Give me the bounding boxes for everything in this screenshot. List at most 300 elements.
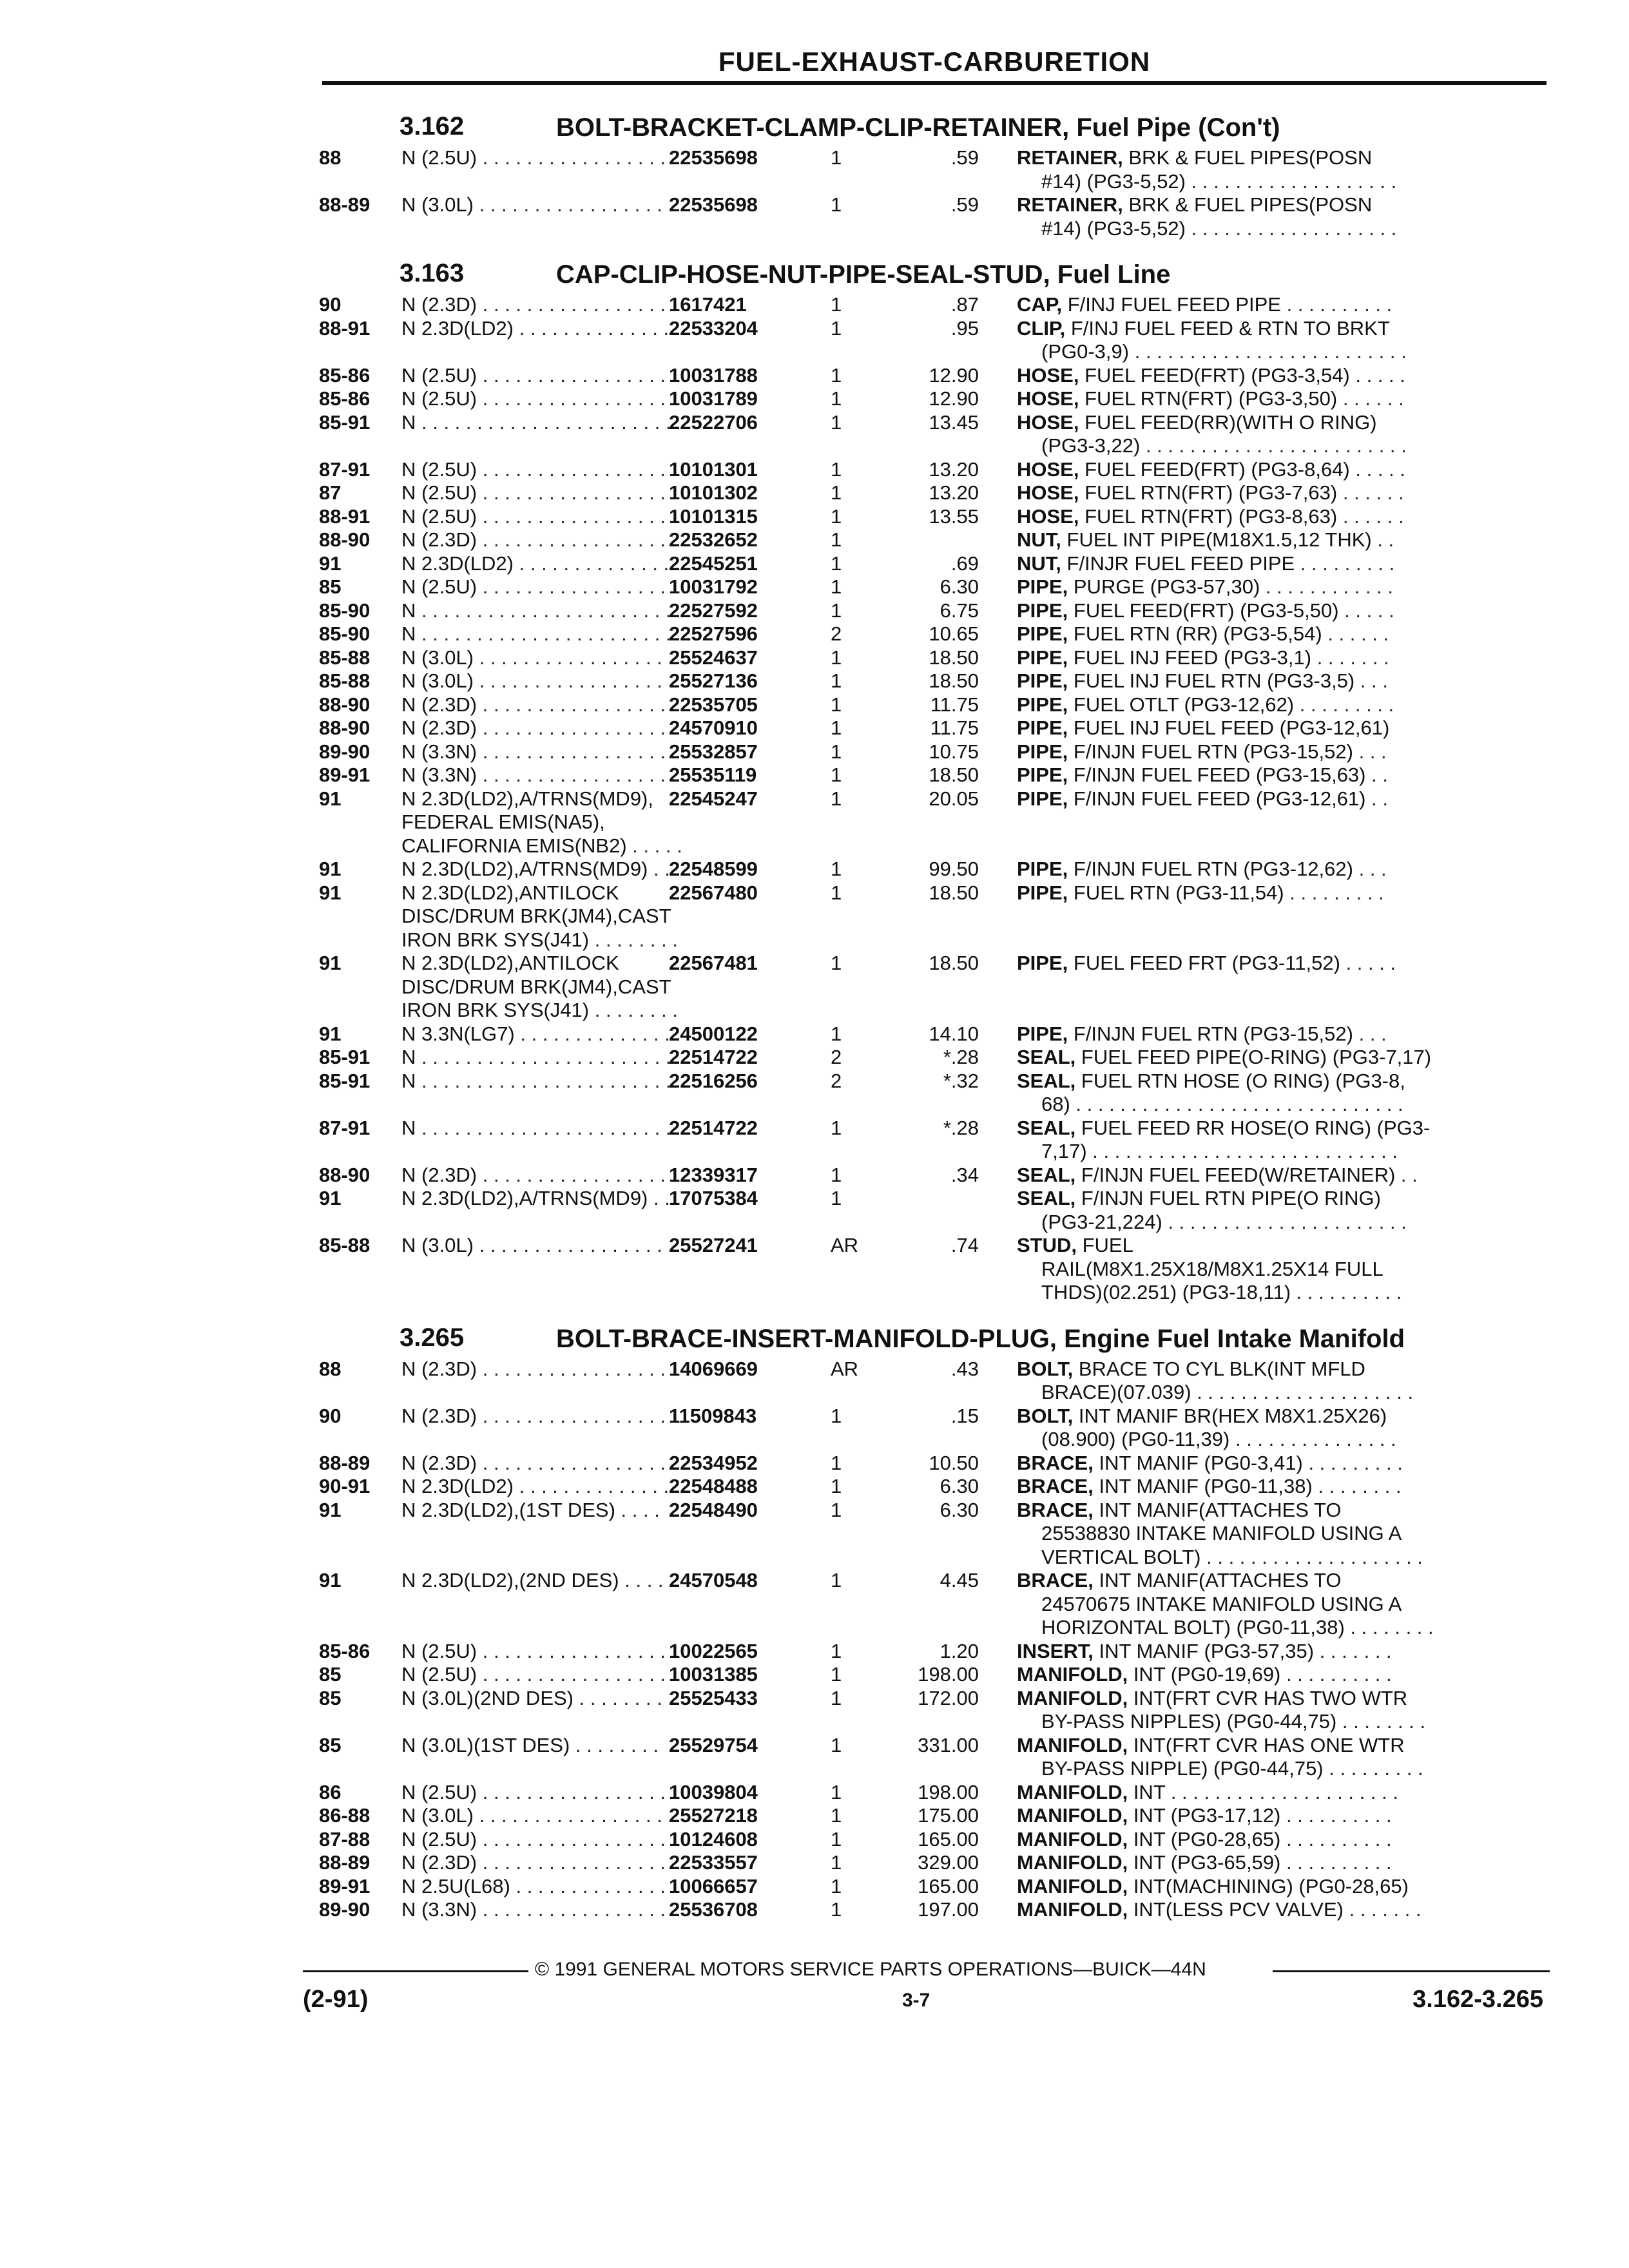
description-line: N 2.3D(LD2),ANTILOCK [401, 952, 619, 974]
application-description [401, 1023, 669, 1046]
part-name-line: VERTICAL BOLT) . . . . . . . . . . . . . . . . . . . . [1041, 1545, 1423, 1568]
quantity: 1 [831, 363, 842, 387]
part-name-line: BY-PASS NIPPLE) (PG0-44,75) . . . . . . . . . [1041, 1757, 1423, 1780]
part-number: 10031788 [669, 363, 758, 387]
part-name [981, 764, 1532, 787]
leader-dots: . . . . . . . . . . . . . . . . . [473, 1234, 662, 1256]
section-number: 3.162 [400, 112, 465, 140]
page-title: FUEL-EXHAUST-CARBURETION [718, 46, 1151, 77]
part-number: 10031385 [669, 1663, 758, 1686]
part-noun: PIPE, [1017, 858, 1068, 880]
leader-dots: . . . . . . . . . . . . . . . . . [477, 1404, 666, 1427]
leader-dots: . . . . . . . . . . . . . . . . . [477, 1357, 666, 1380]
model-years: 89-90 [319, 740, 371, 763]
leader-dots: . . [1395, 1163, 1418, 1186]
part-number: 10101315 [669, 505, 758, 528]
quantity: 2 [831, 1046, 842, 1068]
description-line: N (2.5U) . . . . . . . . . . . . . . . . . [401, 1827, 666, 1850]
part-row [319, 1452, 1550, 1475]
application-description [401, 411, 669, 435]
part-number: 22545251 [669, 552, 758, 575]
application-description [401, 552, 669, 576]
section-heading [319, 97, 1550, 146]
price: .34 [950, 1163, 979, 1186]
price: 10.65 [929, 622, 979, 645]
part-noun: CLIP, [1017, 316, 1066, 340]
leader-dots: . . . . . . . . . . . . . . . . . . . . . . . . . . . . [1086, 1140, 1398, 1162]
price: 6.30 [940, 575, 979, 598]
description-line: N (3.0L) . . . . . . . . . . . . . . . . . [401, 646, 662, 669]
leader-dots: . . . . . . . . . . [1280, 1851, 1392, 1874]
part-name [981, 858, 1532, 881]
price: .74 [950, 1234, 979, 1256]
description-line: DISC/DRUM BRK(JM4),CAST [401, 905, 671, 927]
part-number: 25532857 [669, 740, 758, 763]
leader-dots: . . . . . . . . . . . . . . . . . [477, 1639, 666, 1662]
price: 10.50 [929, 1451, 979, 1474]
price: .69 [950, 552, 979, 575]
leader-dots: . . . . . . [1322, 622, 1389, 645]
part-name-line: MANIFOLD, INT(LESS PCV VALVE) . . . . . . . [1017, 1898, 1422, 1921]
description-line: N 3.3N(LG7) . . . . . . . . . . . . . . [401, 1022, 670, 1045]
model-years: 88-90 [319, 528, 371, 551]
part-name-line: (PG3-3,22) . . . . . . . . . . . . . . . . . . . . . . . . [1041, 434, 1407, 457]
part-noun: MANIFOLD, [1017, 1851, 1128, 1874]
leader-dots: . . . . . . . . . . . . . . . . . . . . . . [1162, 1210, 1407, 1233]
application-description [401, 1405, 669, 1428]
model-years: 85 [319, 1686, 342, 1709]
part-row [319, 646, 1550, 670]
part-name-line: HOSE, FUEL FEED(RR)(WITH O RING) [1017, 410, 1377, 434]
model-years: 89-91 [319, 1874, 371, 1898]
price: 4.45 [940, 1569, 979, 1591]
part-row [319, 1499, 1550, 1570]
model-years: 88 [319, 1357, 342, 1380]
part-noun: MANIFOLD, [1017, 1780, 1128, 1803]
leader-dots: . . . . . . . . . . . . . . [514, 316, 670, 340]
leader-dots: . . . . . . . . . . . . . . . . . . . . [1200, 1545, 1423, 1568]
part-name-line: HOSE, FUEL FEED(FRT) (PG3-3,54) . . . . . [1017, 363, 1405, 387]
part-name-line: PIPE, FUEL INJ FUEL FEED (PG3-12,61) [1017, 716, 1390, 739]
model-years: 85 [319, 1733, 342, 1756]
application-description [401, 1663, 669, 1687]
quantity: 1 [831, 575, 842, 598]
price: 13.20 [929, 457, 979, 481]
part-name-line: HOSE, FUEL RTN(FRT) (PG3-3,50) . . . . . . [1017, 387, 1404, 410]
application-description [401, 1499, 669, 1523]
part-name-line: MANIFOLD, INT (PG0-19,69) . . . . . . . . . . [1017, 1663, 1392, 1686]
part-number: 10066657 [669, 1874, 758, 1898]
part-name-line: 68) . . . . . . . . . . . . . . . . . . . . . . . . . . . . . . [1041, 1093, 1403, 1115]
model-years: 88-90 [319, 1163, 371, 1186]
part-name [981, 317, 1532, 364]
quantity: 1 [831, 1404, 842, 1427]
quantity: 1 [831, 1827, 842, 1850]
quantity: 1 [831, 669, 842, 692]
quantity: 1 [831, 1163, 842, 1186]
part-row [319, 458, 1550, 482]
part-row [319, 881, 1550, 952]
part-name [981, 1117, 1532, 1164]
price: 18.50 [929, 669, 979, 692]
leader-dots: . . . . . . . . . . . . . . . . . [477, 293, 666, 316]
part-name [981, 787, 1532, 811]
part-noun: STUD, [1017, 1234, 1077, 1256]
leader-dots: . . . . . [1349, 363, 1405, 387]
leader-dots: . . . . . . . . . . . . . . . . . [477, 693, 666, 716]
part-row [319, 599, 1550, 623]
part-name-line: PIPE, FUEL FEED FRT (PG3-11,52) . . . . . [1017, 952, 1396, 974]
model-years: 85-88 [319, 1234, 371, 1256]
part-name-line: (08.900) (PG0-11,39) . . . . . . . . . . . . . . . [1041, 1428, 1396, 1450]
description-line: N (2.5U) . . . . . . . . . . . . . . . . . [401, 146, 666, 169]
part-number: 25529754 [669, 1733, 758, 1756]
description-line: DISC/DRUM BRK(JM4),CAST [401, 975, 671, 998]
part-row [319, 1663, 1550, 1687]
part-noun: PIPE, [1017, 787, 1068, 810]
part-name-line: BRACE, INT MANIF(ATTACHES TO [1017, 1498, 1342, 1521]
description-line: N (3.3N) . . . . . . . . . . . . . . . . . [401, 764, 666, 786]
part-noun: MANIFOLD, [1017, 1804, 1128, 1827]
part-name [981, 1234, 1532, 1305]
model-years: 85-86 [319, 1639, 371, 1662]
quantity: 1 [831, 1780, 842, 1803]
header-rule [322, 81, 1547, 85]
part-row [319, 1358, 1550, 1405]
leader-dots: . . . . . . . [1311, 646, 1389, 669]
part-row [319, 787, 1550, 858]
part-noun: SEAL, [1017, 1187, 1076, 1209]
application-description [401, 1046, 669, 1070]
description-line: N . . . . . . . . . . . . . . . . . . . . . . . [401, 410, 671, 434]
quantity: 2 [831, 622, 842, 645]
application-description [401, 1452, 669, 1475]
part-row [319, 505, 1550, 529]
quantity: 1 [831, 146, 842, 169]
part-noun: BOLT, [1017, 1357, 1074, 1380]
section-title: BOLT-BRACKET-CLAMP-CLIP-RETAINER, Fuel Pipe (Con't) [556, 113, 1280, 142]
part-name-line: SEAL, F/INJN FUEL FEED(W/RETAINER) . . [1017, 1163, 1418, 1186]
part-row [319, 764, 1550, 787]
part-name [981, 693, 1532, 717]
part-noun: HOSE, [1017, 457, 1079, 481]
model-years: 91 [319, 1187, 342, 1209]
description-line: N 2.3D(LD2),A/TRNS(MD9), [401, 787, 653, 810]
footer-copyright: © 1991 GENERAL MOTORS SERVICE PARTS OPERATIONS—BUICK—44N [535, 1959, 1206, 1980]
leader-dots: . . . . . . . . . . . . . . . . . . . . . . . [416, 622, 671, 645]
model-years: 85-90 [319, 622, 371, 645]
part-name-line: (PG3-21,224) . . . . . . . . . . . . . . . . . . . . . . [1041, 1210, 1407, 1233]
part-name-line: SEAL, FUEL FEED RR HOSE(O RING) (PG3- [1017, 1116, 1431, 1139]
part-name-line: BOLT, INT MANIF BR(HEX M8X1.25X26) [1017, 1404, 1387, 1427]
leader-dots: . . . . . . . . [570, 1733, 659, 1756]
part-name [981, 1898, 1532, 1922]
part-name [981, 1828, 1532, 1852]
part-row [319, 1569, 1550, 1640]
description-line: N . . . . . . . . . . . . . . . . . . . . . . . [401, 599, 671, 622]
part-name-line: PIPE, FUEL FEED(FRT) (PG3-5,50) . . . . . [1017, 599, 1394, 622]
footer-rule-left [303, 1970, 528, 1972]
part-row [319, 1687, 1550, 1734]
leader-dots: . . . . . . . . . . . . . . . [1229, 1428, 1396, 1450]
application-description [401, 1117, 669, 1140]
part-name [981, 364, 1532, 388]
model-years: 87-88 [319, 1827, 371, 1850]
description-line: N . . . . . . . . . . . . . . . . . . . . . . . [401, 1116, 671, 1139]
part-noun: HOSE, [1017, 363, 1079, 387]
leader-dots: . . . . . . . . . . . . . . . . . [477, 764, 666, 786]
part-number: 22567480 [669, 881, 758, 904]
price: 13.55 [929, 505, 979, 528]
description-line: N (2.5U) . . . . . . . . . . . . . . . . . [401, 1780, 666, 1803]
price: 18.50 [929, 881, 979, 904]
model-years: 85-91 [319, 1046, 371, 1068]
part-name [981, 575, 1532, 599]
application-description [401, 1781, 669, 1805]
part-name [981, 1046, 1532, 1070]
description-line: N (2.5U) . . . . . . . . . . . . . . . . . [401, 1663, 666, 1686]
model-years: 88-91 [319, 316, 371, 340]
part-name [981, 669, 1532, 693]
application-description [401, 1234, 669, 1258]
part-name-line: RAIL(M8X1.25X18/M8X1.25X14 FULL [1041, 1257, 1383, 1280]
price: 18.50 [929, 952, 979, 974]
part-noun: PIPE, [1017, 952, 1068, 974]
footer-section-range: 3.162-3.265 [1412, 1986, 1543, 2013]
section-heading [319, 244, 1550, 293]
model-years: 87-91 [319, 457, 371, 481]
part-row [319, 411, 1550, 458]
description-line: N 2.3D(LD2) . . . . . . . . . . . . . . [401, 316, 670, 340]
part-name [981, 146, 1532, 193]
price: 165.00 [918, 1827, 979, 1850]
part-name [981, 1640, 1532, 1664]
part-name [981, 881, 1532, 905]
model-years: 88-89 [319, 193, 371, 216]
part-name-line: RETAINER, BRK & FUEL PIPES(POSN [1017, 146, 1373, 169]
part-noun: MANIFOLD, [1017, 1827, 1128, 1850]
part-noun: PIPE, [1017, 881, 1068, 904]
price: 165.00 [918, 1874, 979, 1898]
part-name [981, 1475, 1532, 1499]
leader-dots: . . . . . . . . . . . . . . . . . [477, 387, 666, 410]
quantity: 1 [831, 599, 842, 622]
part-name [981, 646, 1532, 670]
part-name-line: BY-PASS NIPPLES) (PG0-44,75) . . . . . . . . [1041, 1710, 1426, 1733]
part-name [981, 1687, 1532, 1734]
part-name [981, 1164, 1532, 1187]
part-number: 22535698 [669, 193, 758, 216]
part-name-line: MANIFOLD, INT(FRT CVR HAS TWO WTR [1017, 1686, 1408, 1709]
leader-dots: . . . . . . . . . . . . . . . . . [473, 669, 662, 692]
application-description [401, 528, 669, 552]
part-number: 10031789 [669, 387, 758, 410]
leader-dots: . . . [1353, 1022, 1387, 1045]
part-noun: SEAL, [1017, 1116, 1076, 1139]
description-line: N 2.3D(LD2) . . . . . . . . . . . . . . [401, 552, 670, 575]
part-noun: RETAINER, [1017, 193, 1123, 216]
leader-dots: . . [1371, 528, 1394, 551]
leader-dots: . . . . . [626, 834, 682, 857]
model-years: 87 [319, 481, 342, 504]
part-number: 22548488 [669, 1475, 758, 1497]
model-years: 91 [319, 1569, 342, 1591]
part-number: 22535705 [669, 693, 758, 716]
part-noun: BRACE, [1017, 1475, 1094, 1497]
part-name [981, 1070, 1532, 1117]
leader-dots: . . . . . . . . . . . . . . . . . [477, 575, 666, 598]
quantity: 1 [831, 1569, 842, 1591]
description-line: N (2.3D) . . . . . . . . . . . . . . . . . [401, 1163, 666, 1186]
leader-dots: . . . . . . . . . . . . . . . . . [473, 646, 662, 669]
price: 14.10 [929, 1022, 979, 1045]
part-name-line: SEAL, FUEL RTN HOSE (O RING) (PG3-8, [1017, 1069, 1405, 1092]
part-row [319, 293, 1550, 317]
part-name-line: BRACE, INT MANIF (PG0-3,41) . . . . . . . . . [1017, 1451, 1403, 1474]
leader-dots: . . . . . . . . . . . . . . . . . [477, 1898, 666, 1921]
part-noun: PIPE, [1017, 1022, 1068, 1045]
application-description [401, 1475, 669, 1499]
quantity: 1 [831, 193, 842, 216]
part-row [319, 146, 1550, 193]
leader-dots: . . . . . . . . . [1323, 1757, 1423, 1780]
part-noun: MANIFOLD, [1017, 1898, 1128, 1921]
part-name [981, 552, 1532, 576]
part-name-line: (PG0-3,9) . . . . . . . . . . . . . . . . . . . . . . . . . [1041, 340, 1407, 363]
model-years: 88 [319, 146, 342, 169]
part-noun: BOLT, [1017, 1404, 1074, 1427]
leader-dots: . . . . . . . . [1344, 1616, 1434, 1639]
description-line: N . . . . . . . . . . . . . . . . . . . . . . . [401, 1069, 671, 1092]
section-title: BOLT-BRACE-INSERT-MANIFOLD-PLUG, Engine Fuel Intake Manifold [556, 1324, 1405, 1353]
application-description [401, 1569, 669, 1593]
leader-dots: . . . . . . . . . . . . . . . . . . . [1186, 169, 1397, 193]
part-name-line: MANIFOLD, INT (PG3-65,59) . . . . . . . . . . [1017, 1851, 1392, 1874]
part-name [981, 458, 1532, 482]
part-row [319, 1851, 1550, 1875]
leader-dots: . . . . . . . . . . . . . . . . . . . . . . . [416, 599, 671, 622]
part-row [319, 669, 1550, 693]
leader-dots: . . . . . . [1337, 387, 1404, 410]
leader-dots: . . . . . . . . . . . . . . . . . . . . . . . . . [1129, 340, 1407, 363]
part-row [319, 716, 1550, 740]
part-name [981, 1781, 1532, 1805]
part-number: 12339317 [669, 1163, 758, 1186]
leader-dots: . . . . [619, 1569, 664, 1591]
description-line: N 2.5U(L68) . . . . . . . . . . . . . . [401, 1874, 666, 1898]
part-row [319, 858, 1550, 881]
quantity: 1 [831, 1451, 842, 1474]
price: 13.20 [929, 481, 979, 504]
description-line: N (2.5U) . . . . . . . . . . . . . . . . . [401, 575, 666, 598]
price: 11.75 [930, 716, 979, 739]
part-noun: MANIFOLD, [1017, 1663, 1128, 1686]
description-line: N (2.3D) . . . . . . . . . . . . . . . . . [401, 1851, 666, 1874]
part-row [319, 1475, 1550, 1499]
leader-dots: . . . . . . . . . . . . . . . . . [477, 740, 666, 763]
part-row [319, 1640, 1550, 1664]
quantity: 1 [831, 764, 842, 786]
description-line: N 2.3D(LD2),A/TRNS(MD9) . . [401, 1187, 670, 1209]
part-name-line: CAP, F/INJ FUEL FEED PIPE . . . . . . . . . . [1017, 293, 1393, 316]
model-years: 90 [319, 1404, 342, 1427]
leader-dots: . . . . . . . . . . . . . . . . . [477, 146, 666, 169]
part-name [981, 1023, 1532, 1046]
part-name-line: MANIFOLD, INT (PG3-17,12) . . . . . . . . . . [1017, 1804, 1392, 1827]
quantity: 1 [831, 1498, 842, 1521]
description-line: N (2.3D) . . . . . . . . . . . . . . . . . [401, 693, 666, 716]
price: .87 [950, 293, 979, 316]
part-number: 24570910 [669, 716, 758, 739]
application-description [401, 646, 669, 670]
application-description [401, 952, 678, 1023]
model-years: 91 [319, 952, 342, 974]
application-description [401, 787, 682, 858]
leader-dots: . . . . . . . . . . . . . . [514, 1022, 670, 1045]
part-number: 22548599 [669, 858, 758, 880]
part-number: 22545247 [669, 787, 758, 810]
quantity: 1 [831, 410, 842, 434]
parts-listing [319, 93, 1550, 1922]
quantity: 1 [831, 693, 842, 716]
description-line: FEDERAL EMIS(NA5), [401, 811, 605, 833]
leader-dots: . . . . . . . . . [1302, 1451, 1403, 1474]
description-line: N (3.3N) . . . . . . . . . . . . . . . . . [401, 1898, 666, 1921]
part-noun: PIPE, [1017, 646, 1068, 669]
description-line: N 2.3D(LD2),ANTILOCK [401, 881, 619, 904]
part-number: 22514722 [669, 1116, 758, 1139]
leader-dots: . . . . . . . . . . . . . . . . . [477, 505, 666, 528]
part-noun: SEAL, [1017, 1046, 1076, 1068]
leader-dots: . . . . . . . . . . [1280, 1663, 1392, 1686]
part-row [319, 1828, 1550, 1852]
part-number: 22527592 [669, 599, 758, 622]
leader-dots: . . . . . . . . . . [1281, 293, 1393, 316]
part-name [981, 411, 1532, 458]
part-name-line: MANIFOLD, INT(MACHINING) (PG0-28,65) [1017, 1874, 1409, 1898]
description-line: N (2.3D) . . . . . . . . . . . . . . . . . [401, 1404, 666, 1427]
part-name-line: 7,17) . . . . . . . . . . . . . . . . . . . . . . . . . . . . [1041, 1140, 1398, 1162]
part-noun: INSERT, [1017, 1639, 1094, 1662]
quantity: 1 [831, 1804, 842, 1827]
part-number: 22535698 [669, 146, 758, 169]
model-years: 90 [319, 293, 342, 316]
part-name-line: PIPE, F/INJN FUEL RTN (PG3-15,52) . . . [1017, 1022, 1387, 1045]
leader-dots: . . . . . . . . . . . . . . [514, 552, 670, 575]
part-number: 10031792 [669, 575, 758, 598]
price: 18.50 [929, 764, 979, 786]
model-years: 85-86 [319, 387, 371, 410]
part-noun: HOSE, [1017, 410, 1079, 434]
application-description [401, 387, 669, 411]
price: 1.20 [940, 1639, 979, 1662]
model-years: 88-89 [319, 1451, 371, 1474]
leader-dots: . . . . . . . . [1312, 1475, 1402, 1497]
quantity: 1 [831, 1663, 842, 1686]
part-row [319, 1898, 1550, 1922]
part-name-line: PIPE, F/INJN FUEL RTN (PG3-15,52) . . . [1017, 740, 1387, 763]
part-noun: PIPE, [1017, 575, 1068, 598]
leader-dots: . . . . . . . . . . . . . . . . . [477, 481, 666, 504]
leader-dots: . . . . . . . . . . . . . . . . . [477, 716, 666, 739]
price: 12.90 [929, 387, 979, 410]
quantity: 1 [831, 952, 842, 974]
model-years: 85-91 [319, 1069, 371, 1092]
leader-dots: . . . . . . . . [574, 1686, 662, 1709]
leader-dots: . . [1365, 764, 1388, 786]
part-row [319, 1117, 1550, 1164]
price: 331.00 [918, 1733, 979, 1756]
